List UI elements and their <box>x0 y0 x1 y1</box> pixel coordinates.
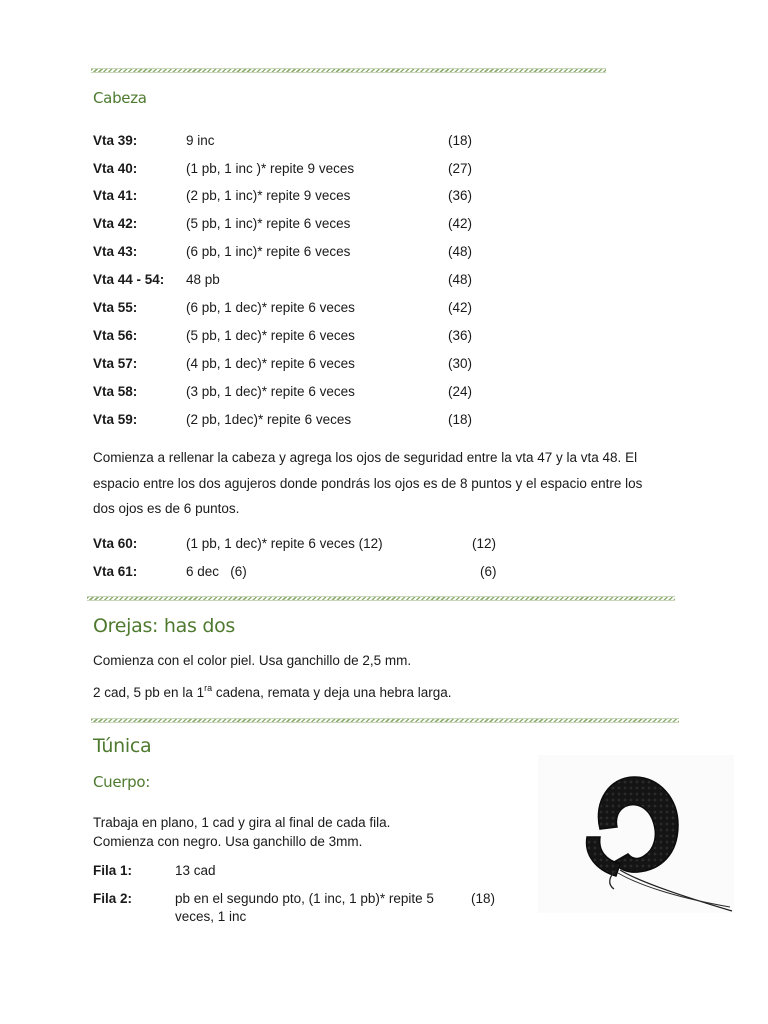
row-instruction: (1 pb, 1 dec)* repite 6 veces (12) <box>186 536 383 551</box>
heading-orejas: Orejas: has dos <box>93 615 236 637</box>
orejas-line-2-text: 2 cad, 5 pb en la 1 <box>93 685 205 700</box>
paragraph-line: dos ojos es de 6 puntos. <box>93 501 240 516</box>
row-count: (18) <box>448 133 473 148</box>
row-instruction: (6 pb, 1 inc)* repite 6 veces <box>186 244 351 259</box>
row-count: (36) <box>448 328 473 343</box>
row-instruction: 48 pb <box>186 272 220 287</box>
row-instruction: 6 dec (6) <box>186 564 247 579</box>
divider-tunica <box>91 718 679 723</box>
row-instruction: (2 pb, 1 inc)* repite 9 veces <box>186 188 351 203</box>
heading-tunica: Túnica <box>93 735 152 757</box>
crochet-piece-image <box>538 755 734 913</box>
row-count: (42) <box>448 216 473 231</box>
row-count: (18) <box>471 891 496 906</box>
instruction-line: pb en el segundo pto, (1 inc, 1 pb)* repite 5 <box>175 891 434 906</box>
divider-top <box>91 68 606 73</box>
row-instruction: 13 cad <box>175 863 216 878</box>
row-count: (36) <box>448 188 473 203</box>
intro-line: Comienza con negro. Usa ganchillo de 3mm. <box>93 834 363 849</box>
paragraph-line: espacio entre los dos agujeros donde pondrás los ojos es de 8 puntos y el espacio entre los <box>93 475 643 491</box>
paragraph-line: Comienza a rellenar la cabeza y agrega los ojos de seguridad entre la vta 47 y la vta 48. El <box>93 450 638 465</box>
row-count: (48) <box>448 244 473 259</box>
orejas-line-1: Comienza con el color piel. Usa ganchillo de 2,5 mm. <box>93 653 412 668</box>
row-label: Vta 44 - 54: <box>93 272 165 287</box>
row-count: (48) <box>448 272 473 287</box>
row-count: (24) <box>448 384 473 399</box>
orejas-line-2-rest: cadena, remata y deja una hebra larga. <box>212 685 452 700</box>
row-label: Vta 41: <box>93 188 138 203</box>
orejas-line-2 <box>93 685 452 700</box>
row-label: Vta 59: <box>93 412 138 427</box>
row-instruction: (6 pb, 1 dec)* repite 6 veces <box>186 300 355 315</box>
cabeza-paragraph <box>93 445 642 522</box>
row-label: Fila 2: <box>93 891 133 906</box>
ordinal-superscript: ra <box>204 683 213 693</box>
row-label: Vta 61: <box>93 564 138 579</box>
subheading-cuerpo: Cuerpo: <box>93 773 151 791</box>
row-label: Vta 55: <box>93 300 138 315</box>
row-instruction: (2 pb, 1dec)* repite 6 veces <box>186 412 352 427</box>
row-count: (30) <box>448 356 473 371</box>
row-count: (6) <box>480 564 497 579</box>
row-label: Vta 40: <box>93 161 138 176</box>
row-label: Vta 42: <box>93 216 138 231</box>
row-label: Vta 56: <box>93 328 138 343</box>
row-instruction: (4 pb, 1 dec)* repite 6 veces <box>186 356 355 371</box>
row-count: (12) <box>472 536 497 551</box>
row-instruction: (5 pb, 1 dec)* repite 6 veces <box>186 328 355 343</box>
instruction-line: veces, 1 inc <box>175 909 247 924</box>
row-label: Vta 57: <box>93 356 138 371</box>
divider-orejas <box>87 596 675 601</box>
row-label: Vta 58: <box>93 384 138 399</box>
intro-line: Trabaja en plano, 1 cad y gira al final de cada fila. <box>93 815 391 830</box>
crochet-photo <box>538 755 734 913</box>
row-label: Vta 60: <box>93 536 138 551</box>
row-instruction: (5 pb, 1 inc)* repite 6 veces <box>186 216 351 231</box>
row-label: Vta 43: <box>93 244 138 259</box>
row-count: (27) <box>448 161 473 176</box>
row-count: (42) <box>448 300 473 315</box>
row-label: Fila 1: <box>93 863 133 878</box>
row-count: (18) <box>448 412 473 427</box>
row-instruction: 9 inc <box>186 133 215 148</box>
row-instruction <box>175 890 434 926</box>
row-instruction: (3 pb, 1 dec)* repite 6 veces <box>186 384 355 399</box>
tunica-intro <box>93 813 390 851</box>
heading-cabeza: Cabeza <box>93 89 147 107</box>
row-instruction: (1 pb, 1 inc )* repite 9 veces <box>186 161 355 176</box>
row-label: Vta 39: <box>93 133 138 148</box>
